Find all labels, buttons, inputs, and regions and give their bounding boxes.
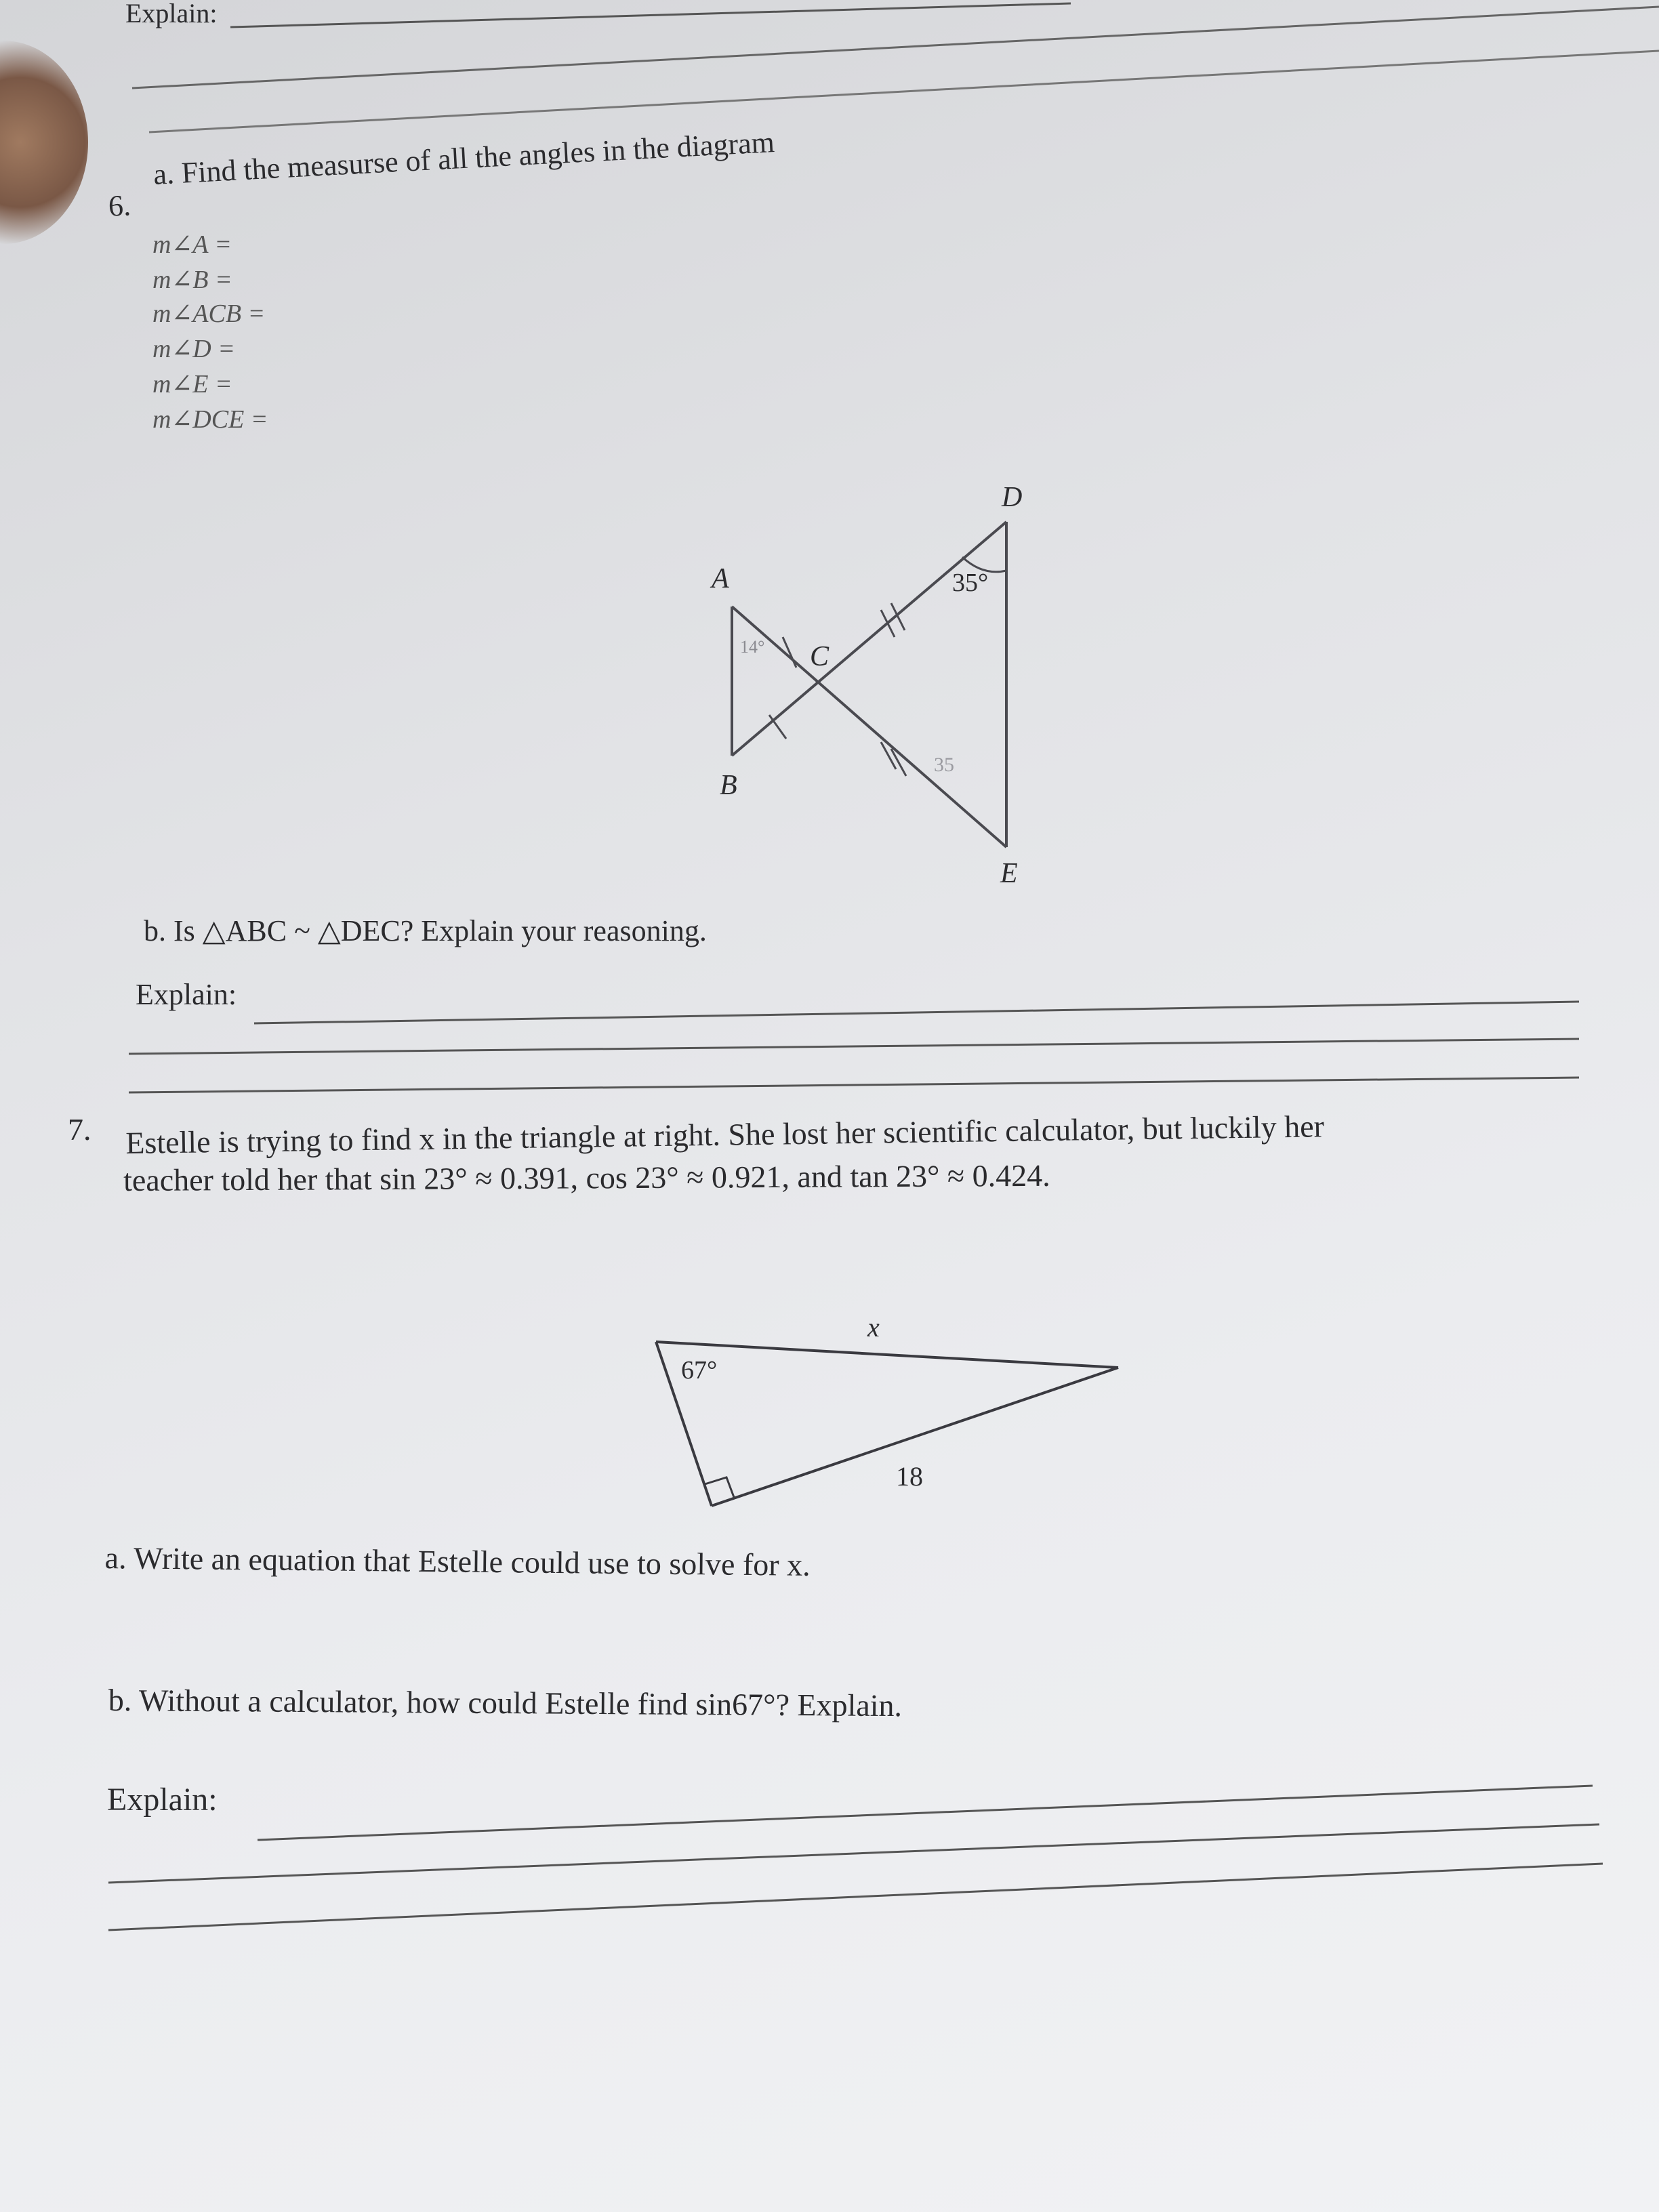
angle-prompt-d: m∠D = <box>152 335 235 363</box>
angle-d-label: 35° <box>952 569 989 597</box>
q6-part-b: b. Is △ABC ~ △DEC? Explain your reasoning. <box>144 914 707 947</box>
tick-ce-1 <box>881 742 896 769</box>
triangle-leg-label: 18 <box>896 1461 923 1492</box>
tick-bc <box>769 715 786 739</box>
top-explain-label: Explain: <box>125 0 218 28</box>
q7-line-2: teacher told her that sin 23° ≈ 0.391, cos 23° ≈ 0.921, and tan 23° ≈ 0.424. <box>123 1158 1050 1197</box>
tick-cd-1 <box>881 610 895 637</box>
right-triangle <box>656 1342 1118 1506</box>
side-x <box>656 1342 1118 1368</box>
vertex-label-a: A <box>712 563 729 594</box>
triangle-side-x-label: x <box>867 1312 880 1343</box>
q6-part-a: a. Find the measurse of all the angles in the diagram <box>152 125 775 191</box>
q6-answer-line-3 <box>129 1078 1579 1092</box>
q7-part-b: b. Without a calculator, how could Estelle find sin67°? Explain. <box>108 1683 903 1723</box>
q7-part-a: a. Write an equation that Estelle could use to solve for x. <box>104 1540 811 1582</box>
angle-prompt-acb: m∠ACB = <box>152 300 266 328</box>
top-answer-line-1 <box>230 3 1071 27</box>
angle-prompt-dce: m∠DCE = <box>152 405 268 434</box>
q6-answer-line-2 <box>129 1039 1579 1054</box>
segment-ae <box>732 607 1006 847</box>
vertex-label-d: D <box>1002 482 1023 513</box>
q6-number: 6. <box>108 188 131 223</box>
q6-answer-line-1 <box>254 1002 1579 1023</box>
q7-explain-label: Explain: <box>107 1782 218 1818</box>
angle-prompt-e: m∠E = <box>152 370 232 398</box>
pencil-mark-a: 14° <box>740 637 765 657</box>
pencil-mark-e: 35 <box>934 754 954 776</box>
top-answer-line-2 <box>132 7 1659 88</box>
q7-line-1: Estelle is trying to find x in the triangle at right. She lost her scientific calculator, but luckily her <box>125 1109 1325 1160</box>
angle-prompt-a: m∠A = <box>152 230 232 259</box>
vertex-label-c: C <box>810 641 830 672</box>
triangle-angle-label: 67° <box>681 1356 718 1385</box>
vertex-label-b: B <box>720 770 737 801</box>
q7-number: 7. <box>68 1112 91 1147</box>
top-answer-line-3 <box>149 51 1659 132</box>
angle-prompt-b: m∠B = <box>152 266 232 294</box>
vertex-label-e: E <box>1000 858 1018 889</box>
q6-explain-label: Explain: <box>136 978 237 1011</box>
congruence-marks <box>769 603 906 776</box>
